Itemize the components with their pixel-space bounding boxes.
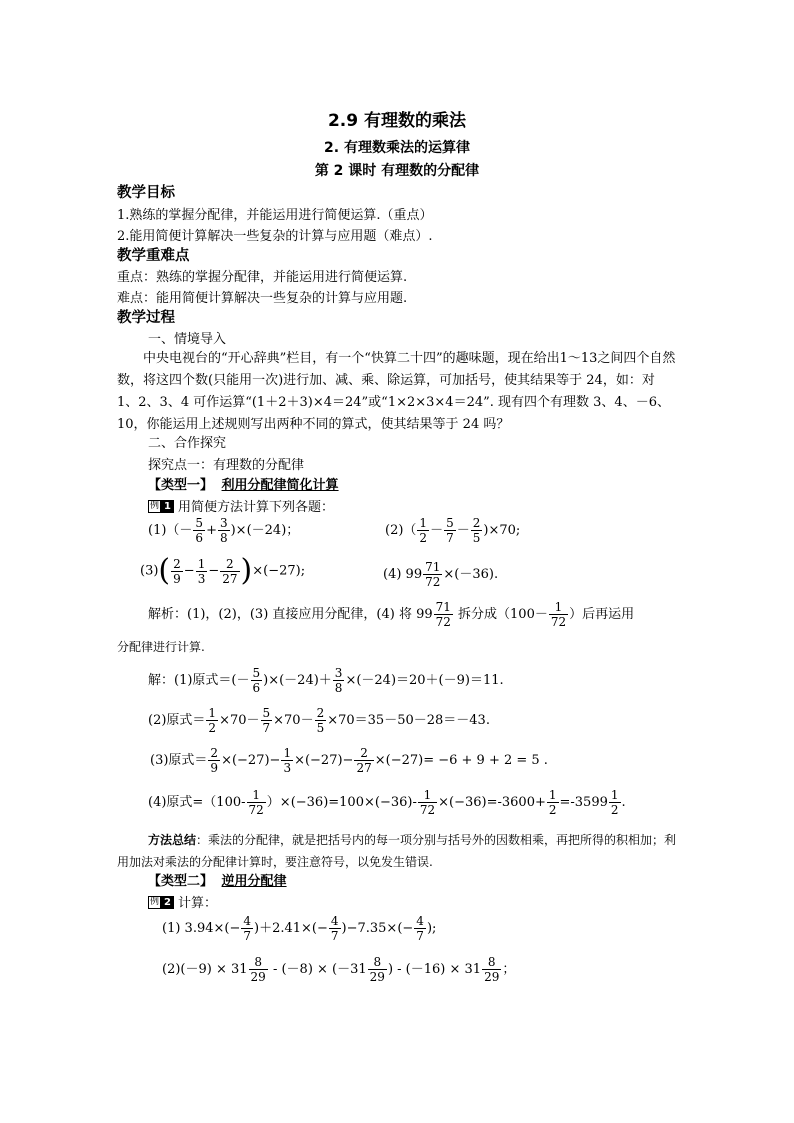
solution-1: 解：(1)原式＝(－ $\frac{5}{6}$ )×(－24)＋ $\frac{3}{8}$ ×(－24)＝20＋(－9)＝11. (148, 666, 504, 695)
fraction: $\frac{1}{2}$ (208, 706, 217, 735)
fraction: $\frac{2}{27}$ (356, 746, 372, 775)
solution-2: (2)原式＝ $\frac{1}{2}$ ×70－ $\frac{5}{7}$ ×70－ $\frac{2}{5}$ ×70＝35－50－28＝－43. (148, 706, 490, 735)
page-title: 2.9 有理数的乘法 (327, 111, 467, 131)
fraction: $\frac{4}{7}$ (416, 914, 424, 943)
plus: + (206, 523, 217, 538)
problem-4-post: ×(－36). (443, 567, 499, 582)
fraction: $\frac{2}{5}$ (316, 706, 325, 735)
exercise-1: (1) 3.94×(− $\frac{4}{7}$ )＋2.41×(− $\frac{4}{7}$ )−7.35×(− $\frac{4}{7}$ ); (162, 914, 437, 943)
problem-4-pre: (4) 99 (383, 567, 423, 582)
fraction: $\frac{5}{7}$ (262, 706, 271, 735)
solution-3: (3)原式＝ $\frac{2}{9}$ ×(−27)− $\frac{1}{3}$ ×(−27)− $\frac{2}{27}$ ×(−27)= −6 + 9 + 2 = 5 . (150, 746, 548, 775)
fraction: $\frac{1}{2}$ (419, 516, 428, 545)
fraction: $\frac{3}{8}$ (219, 516, 228, 545)
example-badge-number: 2 (161, 896, 174, 909)
fraction: $\frac{2}{9}$ (210, 746, 219, 775)
problem-3-post: ×(−27); (252, 563, 306, 579)
fraction: $\frac{1}{2}$ (548, 788, 557, 817)
intro-paragraph: 中央电视台的“开心辞典”栏目，有一个“快算二十四”的趣味题，现在给出1～13之间四个自然数，将这四个数(只能用一次)进行加、减、乘、除运算，可加括号，使其结果等于 24，如：对 1、2、3、4 可作运算“(1＋2＋3)×4＝24”或“1×2×3×4＝24”. 现有四个有理数 3、4、－6、10，你能运用上述规则写出两种不同的算式，使其结果等于 24 吗？ (117, 351, 676, 432)
problem-1-post: )×(－24)； (230, 523, 300, 538)
fraction: $\frac{1}{72}$ (419, 788, 436, 817)
problem-2: (2)（ $\frac{1}{2}$ － $\frac{5}{7}$ － $\frac{2}{5}$ )×70; (385, 516, 521, 545)
fraction: $\frac{1}{72}$ (248, 788, 264, 817)
problem-4 (383, 560, 498, 589)
fraction: $\frac{1}{3}$ (283, 746, 292, 775)
analysis-line-2: 分配律进行计算. (117, 640, 205, 654)
type1-title: 利用分配律简化计算 (221, 478, 339, 493)
fraction: $\frac{5}{7}$ (446, 516, 454, 545)
example-badge (148, 896, 174, 909)
problem-2-post: )×70; (483, 523, 521, 538)
example-badge (148, 500, 174, 513)
summary-label: 方法总结 (148, 833, 197, 847)
problem-3-pre: (3) (140, 563, 159, 579)
problem-2-pre: (2)（ (385, 523, 417, 538)
fraction: $\frac{4}{7}$ (330, 914, 339, 943)
fraction: $\frac{71}{72}$ (435, 600, 451, 629)
type1-heading (148, 474, 339, 493)
explore-point-1: 探究点一：有理数的分配律 (148, 458, 305, 473)
fraction: $\frac{71}{72}$ (425, 560, 441, 589)
fraction: $\frac{1}{72}$ (550, 600, 567, 629)
type2-title: 逆用分配律 (221, 874, 287, 889)
exercise-2: (2)(－9) × 31 $\frac{8}{29}$ - (－8) × (－31 $\frac{8}{29}$ ) - (－16) × 31 $\frac{8}{29}$ ； (162, 955, 516, 984)
section-intro-heading: 一、情境导入 (148, 332, 227, 347)
example-1 (148, 496, 334, 515)
goals-heading: 教学目标 (117, 185, 175, 201)
fraction: $\frac{8}{29}$ (484, 955, 500, 984)
example-badge-label: 例 (149, 897, 159, 907)
example-1-text: 用简便方法计算下列各题： (178, 500, 335, 515)
key-heading: 教学重难点 (117, 248, 190, 264)
goal-item-2: 2.能用简便计算解决一些复杂的计算与应用题（难点）. (117, 229, 433, 244)
fraction: $\frac{4}{7}$ (243, 914, 251, 943)
problem-3: (3)( $\frac{2}{9}$ − $\frac{1}{3}$ − $\frac{2}{27}$ )×(−27); (140, 553, 306, 588)
process-heading: 教学过程 (117, 310, 175, 326)
fraction: $\frac{2}{5}$ (472, 516, 481, 545)
type2-bracket: 【类型二】 (148, 874, 214, 889)
type2-heading (148, 870, 287, 889)
fraction: $\frac{5}{6}$ (195, 516, 204, 545)
example-badge-label: 例 (149, 501, 159, 511)
fraction: $\frac{1}{2}$ (610, 788, 619, 817)
lesson-subtitle: 第 2 课时 有理数的分配律 (314, 163, 480, 179)
example-2 (148, 892, 217, 911)
fraction: $\frac{5}{6}$ (252, 666, 261, 695)
fraction: $\frac{8}{29}$ (250, 955, 266, 984)
fraction: $\frac{1}{3}$ (197, 556, 206, 586)
summary-text: ：乘法的分配律，就是把括号内的每一项分别与括号外的因数相乘，再把所得的积相加；利用加法对乘法的分配律计算时，要注意符号，以免发生错误. (117, 833, 677, 869)
analysis-label: 解析： (148, 607, 188, 622)
type1-bracket: 【类型一】 (148, 478, 214, 493)
section-explore-heading: 二、合作探究 (148, 436, 227, 451)
fraction: $\frac{3}{8}$ (334, 666, 343, 695)
problem-1-pre: (1)（－ (148, 523, 193, 538)
fraction: $\frac{2}{27}$ (222, 556, 238, 586)
fraction: $\frac{2}{9}$ (173, 556, 181, 586)
key-item-1: 重点：熟练的掌握分配律，并能运用进行简便运算. (117, 270, 408, 285)
section-subtitle: 2. 有理数乘法的运算律 (324, 140, 470, 156)
goal-item-1: 1.熟练的掌握分配律，并能运用进行简便运算.（重点） (117, 208, 433, 223)
example-badge-number: 1 (161, 500, 174, 513)
solution-4: (4)原式=（100- $\frac{1}{72}$ ）×(−36)=100×(−36)- $\frac{1}{72}$ ×(−36)=-3600+ $\frac{1}{2}$ =-3599 $\frac{1}{2}$ . (148, 788, 626, 817)
method-summary (117, 829, 677, 873)
fraction: $\frac{8}{29}$ (369, 955, 385, 984)
problem-1 (148, 516, 299, 545)
analysis-line-1: 解析：(1)，(2)，(3) 直接应用分配律，(4) 将 99 $\frac{71}{72}$ 拆分成（100－ $\frac{1}{72}$ ）后再运用 (148, 600, 635, 629)
example-2-text: 计算： (178, 896, 218, 911)
key-item-2: 难点：能用简便计算解决一些复杂的计算与应用题. (117, 291, 408, 306)
